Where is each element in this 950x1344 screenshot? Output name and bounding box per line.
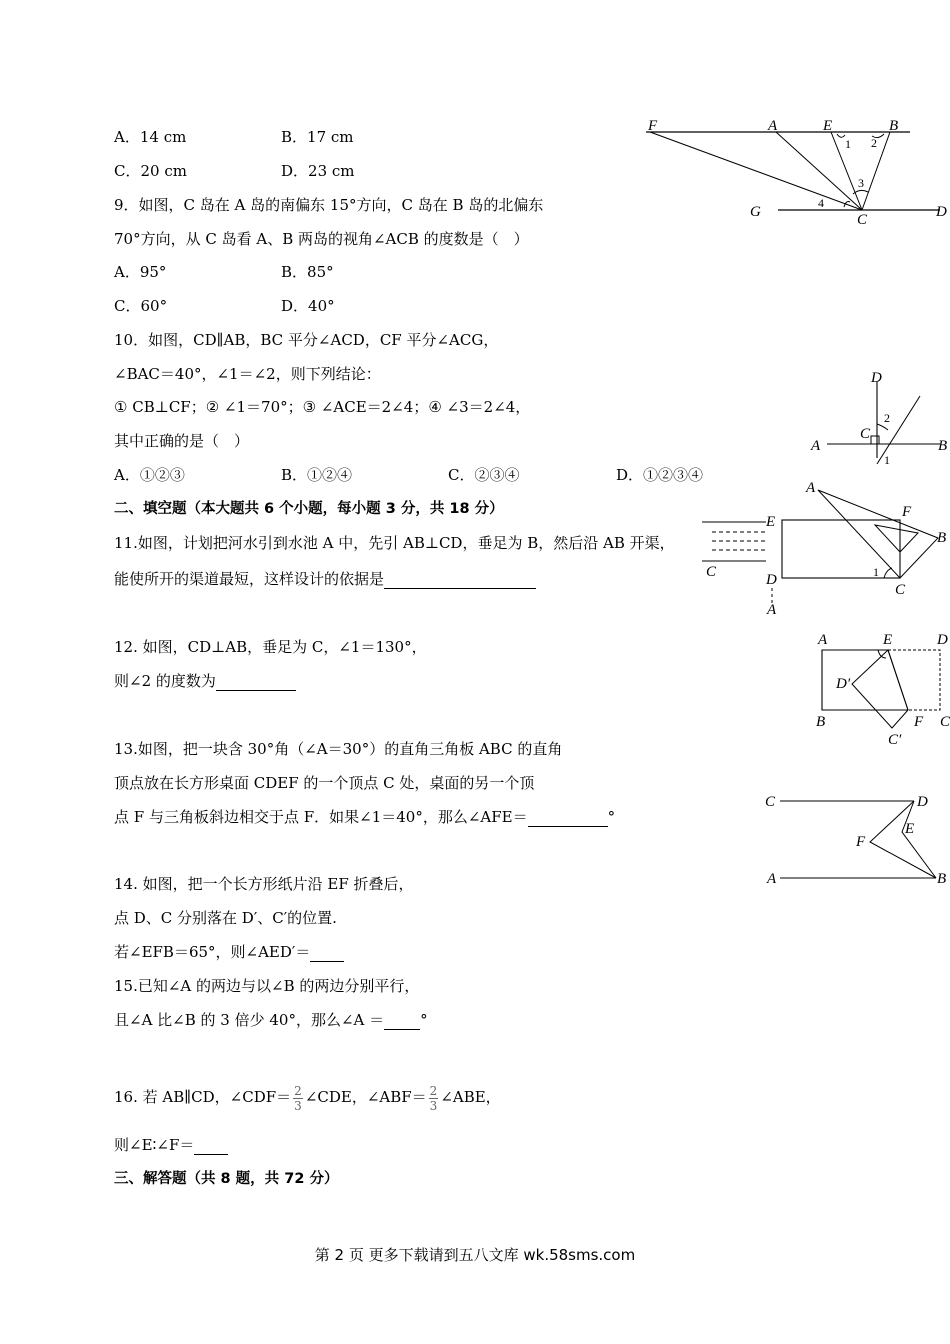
fig14-label-f: F [914,714,924,730]
section2-title: 二、填空题（本大题共 6 个小题，每小题 3 分，共 18 分） [114,501,504,517]
fig10-label-b: B [938,438,948,454]
q14-line3 [114,942,344,962]
fig14-label-d: D [937,632,948,648]
fig16-label-a: A [767,871,777,887]
fig11-label-e: E [766,514,776,530]
q15-line2-text: 且∠A 比∠B 的 3 倍少 40°，那么∠A ＝ [114,1011,385,1029]
q10-line2: ∠BAC＝40°，∠1＝∠2，则下列结论： [114,365,381,383]
fig9-angle-1: 1 [845,137,851,151]
figure-perpendicular [805,368,950,468]
q15-line2 [114,1010,428,1030]
q16-fraction-2 [429,1084,439,1113]
q10-line1: 10．如图，CD∥AB，BC 平分∠ACD，CF 平分∠ACG， [114,331,499,349]
figure-folded-rectangle [810,628,950,748]
q9-line1: 9．如图，C 岛在 A 岛的南偏东 15°方向，C 岛在 B 岛的北偏东 [114,196,544,214]
fig10-label-c: C [860,426,871,442]
q10-option-a: A．①②③ [114,466,185,484]
fig14-label-dprime: D′ [836,676,851,692]
q9-line2: 70°方向，从 C 岛看 A、B 两岛的视角∠ACB 的度数是（ ） [114,230,529,248]
q14-answer-blank[interactable] [310,945,344,962]
fig9-label-g: G [750,204,761,220]
fig14-label-a: A [818,632,828,648]
q13-line2: 顶点放在长方形桌面 CDEF 的一个顶点 C 处，桌面的另一个顶 [114,774,535,792]
q13-answer-blank[interactable] [528,810,608,827]
q16-answer-blank[interactable] [194,1138,228,1155]
fig13-label-f: F [902,504,912,520]
page-footer: 第 2 页 更多下载请到五八文库 wk.58sms.com [314,1246,636,1264]
fig16-label-b: B [937,871,947,887]
q14-line2: 点 D、C 分别落在 D′、C′的位置. [114,909,337,927]
q12-line1: 12. 如图，CD⊥AB，垂足为 C，∠1＝130°， [114,638,427,656]
q13-line1: 13.如图，把一块含 30°角（∠A＝30°）的直角三角板 ABC 的直角 [114,740,563,758]
fig9-angle-2: 2 [871,136,877,150]
q16-prefix: 16. 若 AB∥CD，∠CDF＝ [114,1088,292,1106]
figure-zigzag-parallel [762,788,950,892]
q16-fraction-2-den: 3 [429,1098,438,1113]
q11-answer-blank[interactable] [384,572,536,589]
q10-option-b: B．①②④ [281,466,353,484]
fig13-angle-1: 1 [873,565,879,579]
figure-triangle-table [780,480,950,600]
q16-line1 [114,1082,501,1113]
fig14-label-e: E [883,632,893,648]
q16-line2 [114,1135,228,1155]
fig11-label-c: C [706,564,717,580]
fig16-label-e: E [905,821,915,837]
fig9-angle-4: 4 [818,196,824,210]
figure-angles-cd [640,112,950,232]
fig9-label-e: E [823,118,833,134]
q11-line2 [114,569,536,589]
q9-option-a: A．95° [114,263,167,281]
q8-option-b: B．17 cm [281,128,354,146]
q16-fraction-1 [293,1084,303,1113]
q13-line3-text: 点 F 与三角板斜边相交于点 F．如果∠1＝40°，那么∠AFE＝ [114,808,528,826]
q8-option-c: C．20 cm [114,162,187,180]
q15-answer-blank[interactable] [384,1013,420,1030]
q9-option-c: C．60° [114,297,168,315]
q13-line3 [114,807,615,827]
q10-line4: 其中正确的是（ ） [114,432,250,450]
fig11-label-d: D [766,572,777,588]
fig16-label-c: C [765,794,776,810]
q14-line3-text: 若∠EFB＝65°，则∠AED′＝ [114,943,311,961]
q16-fraction-1-den: 3 [294,1098,302,1113]
q16-mid: ∠CDE，∠ABF＝ [304,1088,427,1106]
q16-line2-text: 则∠E∶∠F＝ [114,1136,195,1154]
fig9-label-c: C [857,212,868,228]
fig11-label-a: A [767,602,777,618]
q16-fraction-1-num: 2 [294,1083,302,1098]
fig16-label-d: D [917,794,928,810]
q15-degree: ° [420,1011,428,1029]
q10-line3: ① CB⊥CF；② ∠1＝70°；③ ∠ACE＝2∠4；④ ∠3＝2∠4， [114,398,531,416]
q12-answer-blank[interactable] [216,674,296,691]
q8-option-a: A．14 cm [114,128,187,146]
q14-line1: 14. 如图，把一个长方形纸片沿 EF 折叠后， [114,875,414,893]
q9-option-b: B．85° [281,263,334,281]
q12-line2 [114,671,296,691]
q11-line2-text: 能使所开的渠道最短，这样设计的依据是 [114,570,385,588]
fig13-label-a: A [806,480,816,496]
fig10-angle-1: 1 [884,453,890,467]
q10-option-d: D．①②③④ [616,466,704,484]
section3-title: 三、解答题（共 8 题，共 72 分） [114,1171,339,1187]
q9-option-d: D．40° [281,297,335,315]
q16-suffix: ∠ABE， [440,1088,501,1106]
fig10-label-d: D [871,370,882,386]
fig9-angle-3: 3 [858,176,864,190]
q10-option-c: C．②③④ [448,466,520,484]
q8-option-d: D．23 cm [281,162,355,180]
fig14-label-c: C [940,714,950,730]
q12-line2-text: 则∠2 的度数为 [114,672,216,690]
fig9-label-a: A [768,118,778,134]
fig16-label-f: F [856,834,866,850]
q16-fraction-2-num: 2 [429,1083,438,1098]
fig10-angle-2: 2 [884,411,890,425]
fig9-label-b: B [889,118,899,134]
fig14-label-cprime: C′ [888,732,902,748]
q15-line1: 15.已知∠A 的两边与以∠B 的两边分别平行， [114,977,420,995]
figure-river-canal [700,510,780,620]
q13-degree: ° [607,808,616,826]
fig14-label-b: B [816,714,826,730]
q11-line1: 11.如图，计划把河水引到水池 A 中，先引 AB⊥CD，垂足为 B，然后沿 AB 开渠， [114,534,675,552]
fig13-label-b: B [937,530,947,546]
fig13-label-c: C [895,582,906,598]
fig9-label-f: F [648,118,658,134]
fig9-label-d: D [936,204,947,220]
fig10-label-a: A [811,438,821,454]
